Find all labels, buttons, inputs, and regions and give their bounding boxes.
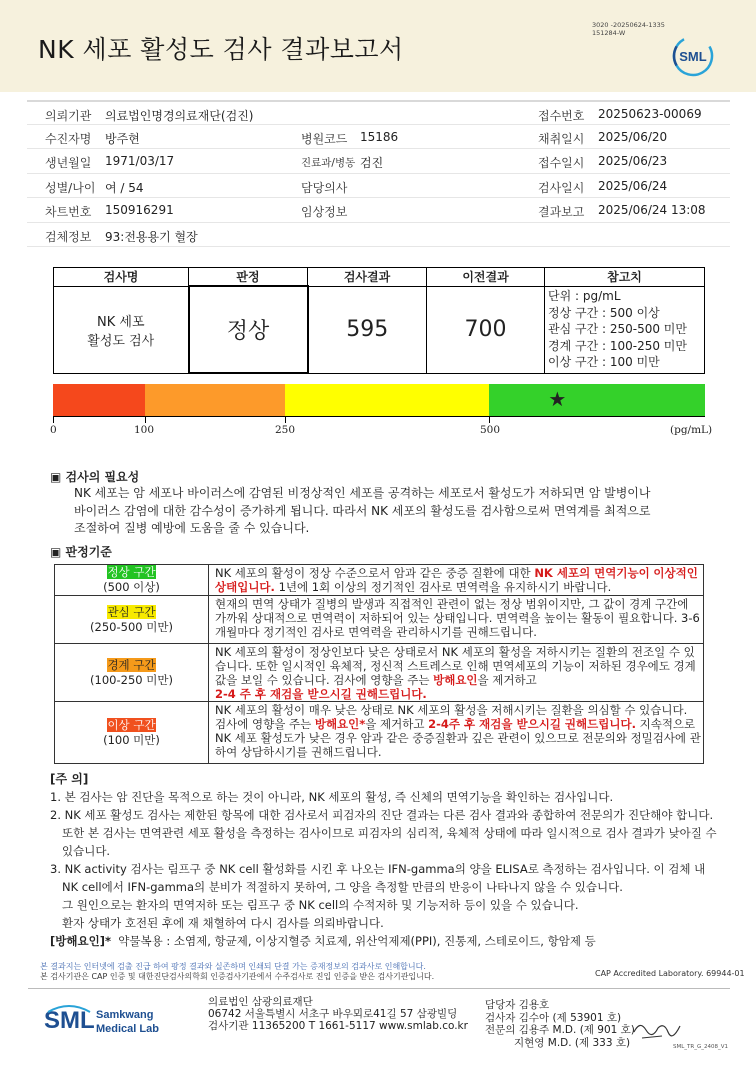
previous-value: 700 bbox=[427, 286, 545, 373]
department: 검진 bbox=[360, 156, 384, 170]
sml-footer-logo-icon bbox=[44, 998, 194, 1042]
notes-list: 1. 본 검사는 암 진단을 목적으로 하는 것이 아니라, NK 세포의 활성, 즉 신체의 면역기능을 확인하는 검사입니다. 2. NK 세포 활성도 검사는 제한된 항목에 대한 검사로서 피검자의 진단 결과는 다른 검사 결과와 종합하여 전문의가 진단해야 합니다. 또한 본 검사는 면역관련 세포 활성을 측정하는 검사이므로 피검자의 심리적, 육체적 상태에 따라 일시적으로 검사 결과가 낮아질 수 있습니다. 3. NK activity 검사는 림프구 중 NK cell 활성화를 시킨 후 나오는 IFN-gamma의 양을 ELISA로 측정하는 검사입니다. 이 검체 내 NK cell에서 IFN-gamma의 분비가 적절하지 못하여, 그 양을 측정할 만큼의 반응이 나타나지 않을 수 있습니다. 그 원인으로는 환자의 면역저하 또는 림프구 중 NK cell의 수적저하 및 기능저하 등이 있을 수 있습니다. 환자 상태가 호전된 후에 재 채혈하여 다시 검사를 의뢰바랍니다. [방해요인]* 약물복용 : 소염제, 항균제, 이상지혈증 치료제, 위산억제제(PPI), 진통제, 스테로이드, 항암제 등 bbox=[50, 788, 730, 950]
criteria-range: (250-500 미만) bbox=[90, 619, 173, 634]
svg-text:Samkwang: Samkwang bbox=[96, 1009, 154, 1021]
criteria-title: ▣ 판정기준 bbox=[50, 545, 112, 559]
svg-text:SML: SML bbox=[679, 49, 707, 64]
header-reference: 참고치 bbox=[545, 268, 705, 287]
birth-date: 1971/03/17 bbox=[105, 154, 175, 168]
criteria-range: (100 미만) bbox=[103, 732, 160, 747]
criteria-name: 관심 구간 bbox=[107, 604, 156, 619]
institution: 의료법인명경의료재단(검진) bbox=[105, 109, 254, 123]
chart-number: 150916291 bbox=[105, 203, 174, 217]
header-previous: 이전결과 bbox=[427, 268, 545, 287]
test-name: NK 세포 활성도 검사 bbox=[54, 286, 189, 373]
patient-name: 방주현 bbox=[105, 131, 140, 146]
svg-text:SML: SML bbox=[44, 1007, 95, 1034]
header-result: 검사결과 bbox=[308, 268, 427, 287]
criteria-name: 이상 구간 bbox=[107, 717, 156, 732]
footer-staff: 담당자 김용호 검사자 김수아 (제 53901 호) 전문의 김용주 M.D. (제 901 호) 지현영 M.D. (제 333 호) bbox=[485, 999, 635, 1049]
criteria-row-interest: 관심 구간 (250-500 미만) 현재의 면역 상태가 질병의 발생과 직접적인 관련이 없는 정상 범위이지만, 그 값이 경계 구간에 가까워 상대적으로 면역력이 저하되어 있는 상태입니다. 면역력을 높이는 활동이 필요합니다. 3-6개월마다 정기적인 검사로 면역력을 관리하시기를 권해드립니다. bbox=[55, 596, 704, 644]
hospital-code: 15186 bbox=[360, 129, 399, 144]
svg-text:Medical Lab: Medical Lab bbox=[96, 1023, 159, 1035]
criteria-row-border: 경계 구간 (100-250 미만) NK 세포의 활성이 정상인보다 낮은 상태로서 NK 세포의 활성을 저하시키는 질환의 전조일 수 있습니다. 또한 일시적인 육체적, 정신적 스트레스로 인해 면역세포의 기능이 저하된 경우에도 경계 값을 보일 수 있습니다. 검사에 영향을 주는 방해요인을 제거하고 2-4 주 후 재검을 받으시길 권해드립니다. bbox=[55, 644, 704, 702]
tick-label: 500 bbox=[480, 424, 501, 436]
criteria-name: 경계 구간 bbox=[107, 657, 156, 672]
result-star-marker: ★ bbox=[548, 387, 567, 411]
report-header bbox=[0, 0, 756, 92]
criteria-name: 정상 구간 bbox=[107, 565, 156, 579]
criteria-range: (100-250 미만) bbox=[90, 672, 173, 687]
report-title: NK 세포 활성도 검사 결과보고서 bbox=[38, 35, 404, 64]
document-code: 3020 -20250624-1335 151284-W bbox=[592, 21, 665, 37]
verdict: 정상 bbox=[189, 286, 308, 373]
criteria-table bbox=[54, 564, 704, 764]
interference-factors: [방해요인]* 약물복용 : 소염제, 항균제, 이상지혈증 치료제, 위산억제제(PPI), 진통제, 스테로이드, 항암제 등 bbox=[50, 934, 596, 948]
collected-date: 2025/06/20 bbox=[598, 129, 668, 144]
notes-title: [주 의] bbox=[50, 772, 89, 786]
scale-segment-abnormal bbox=[53, 384, 145, 416]
specimen-info: 93:전용용기 혈장 bbox=[105, 229, 198, 244]
unit-label: (pg/mL) bbox=[670, 424, 713, 436]
sml-logo bbox=[672, 35, 714, 77]
tick-label: 0 bbox=[50, 424, 57, 436]
reference-ranges: 단위 : pg/mL 정상 구간 : 500 이상 관심 구간 : 250-500 미만 경계 구간 : 100-250 미만 이상 구간 : 100 미만 bbox=[545, 286, 705, 373]
footer-notice: 본 결과지는 인터넷에 검출 진급 하여 팡정 결과와 실존하며 인쇄되 단결 가는 증재정보의 검과사로 인해합니다. 본 검사기관은 CAP 인증 및 대한진단검사의학회 인증검사기관에서 수주검사로 진입 인증을 받은 검사기관입니다. bbox=[40, 962, 435, 981]
form-code: SML_TR_G_2408_V1 bbox=[673, 1044, 729, 1050]
signature-icon bbox=[632, 1014, 682, 1044]
tick-label: 100 bbox=[134, 424, 155, 436]
footer-address: 의료법인 삼광의료재단 06742 서울특별시 서초구 바우뫼로41길 57 삼광빌딩 검사기관 11365200 T 1661-5117 www.smlab.co.kr bbox=[208, 996, 468, 1032]
result-value: 595 bbox=[308, 286, 427, 373]
activity-scale-bar bbox=[53, 384, 705, 416]
header-test-name: 검사명 bbox=[54, 268, 189, 287]
criteria-row-abnormal: 이상 구간 (100 미만) NK 세포의 활성이 매우 낮은 상태로 NK 세포의 활성을 저해시키는 질환을 의심할 수 있습니다. 검사에 영향을 주는 방해요인*을 제거하고 2-4주 후 재검을 받으시길 권해드립니다. 지속적으로 NK 세포 활성도가 낮은 경우 암과 같은 중증질환과 깊은 관련이 있으므로 전문의와 정밀검사에 관하여 상담하시기를 권해드립니다. bbox=[55, 702, 704, 764]
criteria-range: (500 이상) bbox=[103, 580, 160, 594]
header-verdict: 판정 bbox=[189, 268, 308, 287]
scale-axis bbox=[50, 416, 713, 438]
receipt-number: 20250623-00069 bbox=[598, 107, 702, 121]
scale-segment-border bbox=[145, 384, 285, 416]
cap-accreditation: CAP Accredited Laboratory. 69944-01 bbox=[595, 969, 745, 978]
reported-date: 2025/06/24 13:08 bbox=[598, 203, 706, 217]
necessity-text: NK 세포는 암 세포나 바이러스에 감염된 비정상적인 세포를 공격하는 세포로서 활성도가 저하되면 암 발병이나 바이러스 감염에 대한 감수성이 증가하게 됩니다. 따라서 NK 세포의 활성도를 검사함으로써 면역계를 최적으로 조절하여 질병 예방에 도움을 줄 수 있습니다. bbox=[74, 486, 651, 535]
received-date: 2025/06/23 bbox=[598, 154, 668, 168]
samkwang-logo bbox=[44, 998, 194, 1046]
scale-segment-normal bbox=[489, 384, 705, 416]
result-table bbox=[53, 267, 705, 374]
tested-date: 2025/06/24 bbox=[598, 178, 668, 193]
necessity-title: ▣ 검사의 필요성 bbox=[50, 470, 140, 484]
scale-segment-interest bbox=[285, 384, 489, 416]
criteria-row-normal: 정상 구간 (500 이상) NK 세포의 활성이 정상 수준으로서 암과 같은 중증 질환에 대한 NK 세포의 면역기능이 이상적인 상태입니다. 1년에 1회 이상의 정기적인 검사로 면역력을 유지하시기 바랍니다. bbox=[55, 565, 704, 596]
patient-info: 의뢰기관 의료법인명경의료재단(검진) 접수번호 20250623-00069 수진자명 방주현 병원코드 15186 채취일시 2025/06/20 생년월일 1971/03/17 진료과/병동 검진 접수일시 2025/06/23 성별/나이 여 / 54 담당의사 검사일시 2025/06/24 차트번호 150916291 임상정보 결과보고 2025/06/24 13:08 검체정보 93:전용용기 혈장 bbox=[27, 100, 730, 247]
sex-age: 여 / 54 bbox=[105, 180, 144, 195]
tick-label: 250 bbox=[275, 424, 296, 436]
